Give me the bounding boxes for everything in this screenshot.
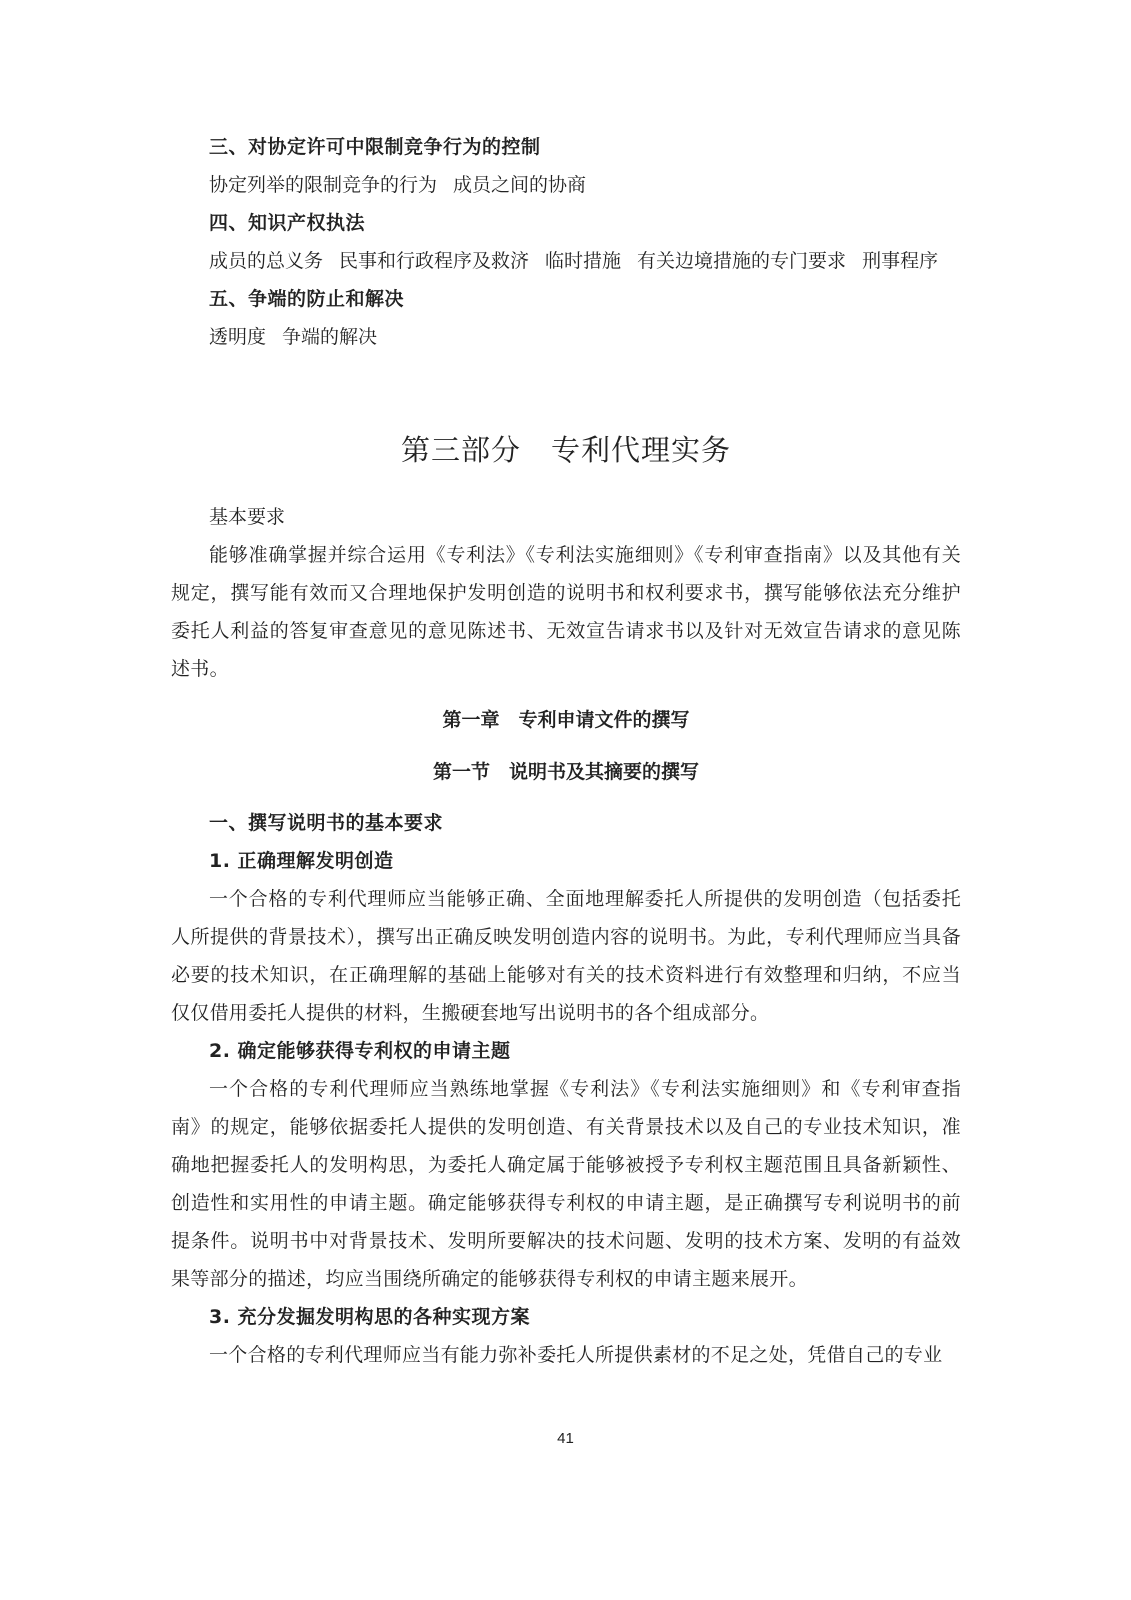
item-paragraph-determine-subject: 一个合格的专利代理师应当熟练地掌握《专利法》《专利法实施细则》和《专利审查指南》的规定，能够依据委托人提供的发明创造、有关背景技术以及自己的专业技术知识，准确地把握委托人的发明构思，为委托人确定属于能够被授予专利权主题范围且具备新颖性、创造性和实用性的申请主题。确定能够获得专利权的申请主题，是正确撰写专利说明书的前提条件。说明书中对背景技术、发明所要解决的技术问题、发明的技术方案、发明的有益效果等部分的描述，均应当围绕所确定的能够获得专利权的申请主题来展开。 [171,1078,961,1290]
item-paragraph-understand-invention: 一个合格的专利代理师应当能够正确、全面地理解委托人所提供的发明创造（包括委托人所提供的背景技术），撰写出正确反映发明创造内容的说明书。为此，专利代理师应当具备必要的技术知识，在正确理解的基础上能够对有关的技术资料进行有效整理和归纳，不应当仅仅借用委托人提供的材料，生搬硬套地写出说明书的各个组成部分。 [171,888,961,1024]
heading-restrictive-competition-control: 三、对协定许可中限制竞争行为的控制 [209,136,541,158]
basic-requirements-label: 基本要求 [209,506,286,528]
topic-list-ip-enforcement [171,242,961,280]
topic-item: 有关边境措施的专门要求 [637,250,847,272]
heading-dispute-settlement: 五、争端的防止和解决 [209,288,405,310]
topic-item: 透明度 [209,326,267,348]
topic-item: 成员之间的协商 [453,174,587,196]
topic-item: 成员的总义务 [209,250,324,272]
topic-list-restrictive-competition [171,166,961,204]
page-number: 41 [557,1430,574,1447]
topic-list-dispute-settlement [171,318,961,356]
page-content [171,128,961,1374]
item-paragraph-explore-embodiments: 一个合格的专利代理师应当有能力弥补委托人所提供素材的不足之处，凭借自己的专业 [209,1344,943,1366]
part-title: 第三部分 专利代理实务 [400,433,731,467]
item-heading-understand-invention: 1. 正确理解发明创造 [209,850,394,872]
topic-item: 民事和行政程序及救济 [339,250,530,272]
section-title: 第一节 说明书及其摘要的撰写 [432,761,699,783]
item-heading-explore-embodiments: 3. 充分发掘发明构思的各种实现方案 [209,1306,531,1328]
topic-item: 刑事程序 [862,250,939,272]
heading-ip-enforcement: 四、知识产权执法 [209,212,366,234]
item-heading-determine-subject: 2. 确定能够获得专利权的申请主题 [209,1040,511,1062]
topic-item: 协定列举的限制竞争的行为 [209,174,438,196]
topic-item: 争端的解决 [282,326,378,348]
chapter-title: 第一章 专利申请文件的撰写 [442,709,690,731]
topic-item: 临时措施 [545,250,622,272]
subsection-title: 一、撰写说明书的基本要求 [209,812,444,834]
basic-requirements-paragraph: 能够准确掌握并综合运用《专利法》《专利法实施细则》《专利审查指南》以及其他有关规定，撰写能有效而又合理地保护发明创造的说明书和权利要求书，撰写能够依法充分维护委托人利益的答复审查意见的意见陈述书、无效宣告请求书以及针对无效宣告请求的意见陈述书。 [171,544,961,680]
